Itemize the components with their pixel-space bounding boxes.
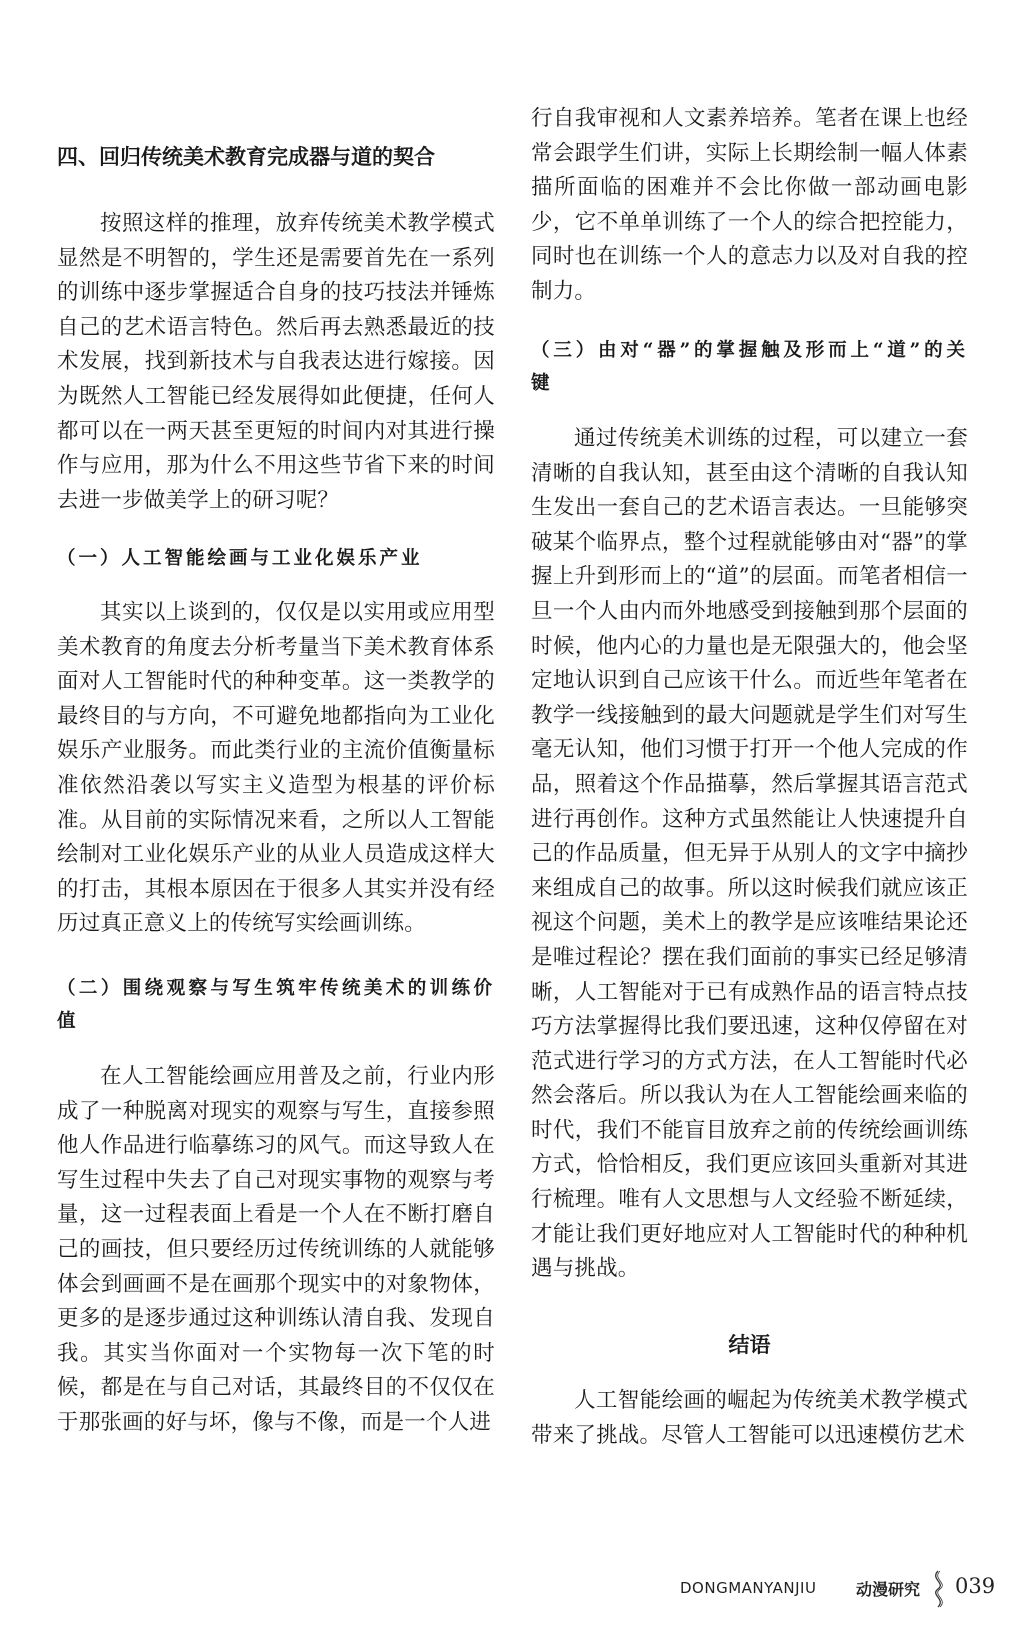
paragraph: 人工智能绘画的崛起为传统美术教学模式带来了挑战。尽管人工智能可以迅速模仿艺术 [531, 1388, 968, 1448]
journal-name-cn: 动漫研究 [856, 1580, 921, 1599]
subsection-title: （一）人工智能绘画与工业化娱乐产业 [57, 548, 423, 569]
subsection-title: （二）围绕观察与写生筑牢传统美术的训练价值 [57, 978, 495, 1032]
page-number: 039 [955, 1574, 996, 1598]
section-title: 四、回归传统美术教育完成器与道的契合 [57, 145, 435, 169]
paragraph: 在人工智能绘画应用普及之前，行业内形成了一种脱离对现实的观察与写生，直接参照他人作品进行临摹练习的风气。而这导致人在写生过程中失去了自己对现实事物的观察与考量，这一过程表面上看是一个人在不断打磨自己的画技，但只要经历过传统训练的人就能够体会到画画不是在画那个现实中的对象物体，更多的是逐步通过这种训练认清自我、发现自我。其实当你面对一个实物每一次下笔的时候，都是在与自己对话，其最终目的不仅仅在于那张画的好与坏，像与不像，而是一个人进 [57, 1064, 495, 1435]
ornament-icon [928, 1569, 948, 1609]
conclusion-title: 结语 [728, 1333, 771, 1357]
paragraph: 按照这样的推理，放弃传统美术教学模式显然是不明智的，学生还是需要首先在一系列的训练中逐步掌握适合自身的技巧技法并锤炼自己的艺术语言特色。然后再去熟悉最近的技术发展，找到新技术与自我表达进行嫁接。因为既然人工智能已经发展得如此便捷，任何人都可以在一两天甚至更短的时间内对其进行操作与应用，那为什么不用这些节省下来的时间去进一步做美学上的研习呢？ [57, 211, 495, 513]
paragraph: 通过传统美术训练的过程，可以建立一套清晰的自我认知，甚至由这个清晰的自我认知生发出一套自己的艺术语言表达。一旦能够突破某个临界点，整个过程就能够由对“器”的掌握上升到形而上的“道”的层面。而笔者相信一旦一个人由内而外地感受到接触到那个层面的时候，他内心的力量也是无限强大的，他会坚定地认识到自己应该干什么。而近些年笔者在教学一线接触到的最大问题就是学生们对写生毫无认知，他们习惯于打开一个他人完成的作品，照着这个作品描摹，然后掌握其语言范式进行再创作。这种方式虽然能让人快速提升自己的作品质量，但无异于从别人的文字中摘抄来组成自己的故事。所以这时候我们就应该正视这个问题，美术上的教学是应该唯结果论还是唯过程论？摆在我们面前的事实已经足够清晰，人工智能对于已有成熟作品的语言特点技巧方法掌握得比我们要迅速，这种仅停留在对范式进行学习的方式方法，在人工智能时代必然会落后。所以我认为在人工智能绘画来临的时代，我们不能盲目放弃之前的传统绘画训练方式，恰恰相反，我们更应该回头重新对其进行梳理。唯有人文思想与人文经验不断延续，才能让我们更好地应对人工智能时代的种种机遇与挑战。 [531, 426, 968, 1282]
journal-name-en: DONGMANYANJIU [680, 1579, 817, 1597]
subsection-title: （三）由对“器”的掌握触及形而上“道”的关键 [531, 340, 968, 394]
paragraph: 行自我审视和人文素养培养。笔者在课上也经常会跟学生们讲，实际上长期绘制一幅人体素描所面临的困难并不会比你做一部动画电影少，它不单单训练了一个人的综合把控能力，同时也在训练一个人的意志力以及对自我的控制力。 [531, 106, 968, 304]
paragraph: 其实以上谈到的，仅仅是以实用或应用型美术教育的角度去分析考量当下美术教育体系面对人工智能时代的种种变革。这一类教学的最终目的与方向，不可避免地都指向为工业化娱乐产业服务。而此类行业的主流价值衡量标准依然沿袭以写实主义造型为根基的评价标准。从目前的实际情况来看，之所以人工智能绘制对工业化娱乐产业的从业人员造成这样大的打击，其根本原因在于很多人其实并没有经历过真正意义上的传统写实绘画训练。 [57, 600, 495, 937]
